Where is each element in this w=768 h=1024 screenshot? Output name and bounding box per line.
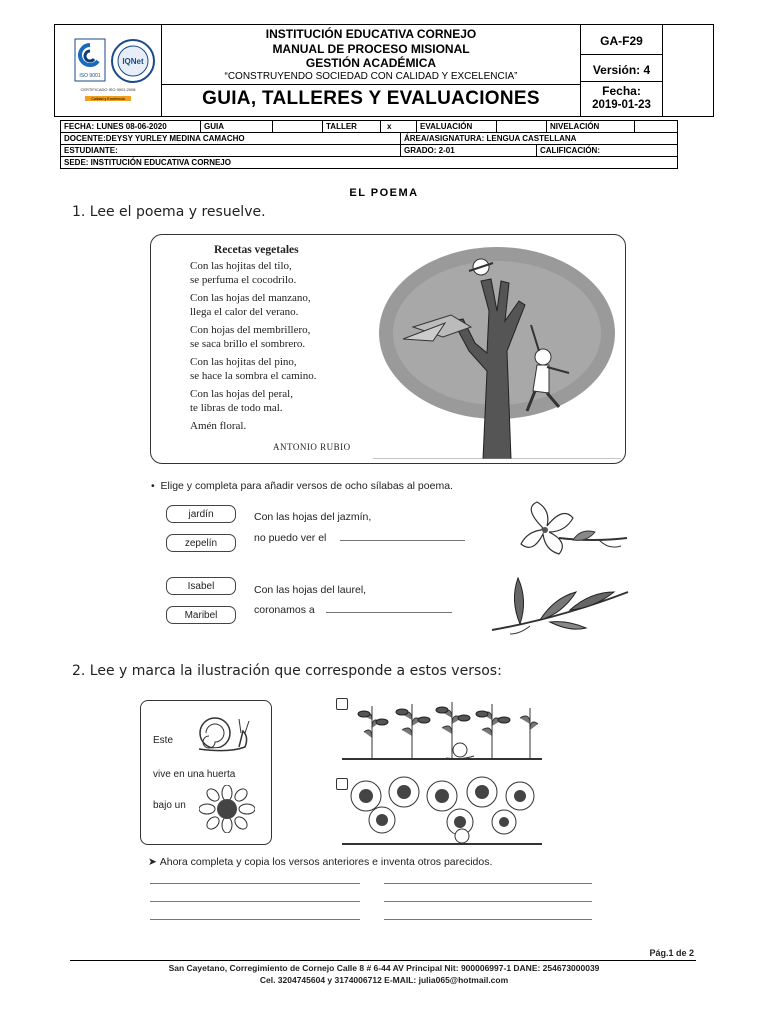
document-version: Versión: 4 [592, 63, 651, 77]
instruction-1-text: Elige y completa para añadir versos de ocho sílabas al poema. [160, 480, 453, 492]
fecha-cell: FECHA: LUNES 08-06-2020 [61, 121, 201, 132]
motto: “CONSTRUYENDO SOCIEDAD CON CALIDAD Y EXCELENCIA” [224, 71, 518, 82]
calificacion-cell: CALIFICACIÓN: [540, 146, 600, 155]
poem-title: Recetas vegetales [214, 244, 299, 256]
instruction-2-text: Ahora completa y copia los versos anteriores e inventa otros parecidos. [159, 856, 493, 868]
poem-line: Con las hojitas del tilo, [190, 260, 292, 272]
verse-card-line: bajo un [153, 800, 186, 811]
date-label: Fecha: [602, 84, 641, 98]
verse-1b: no puedo ver el [254, 532, 327, 544]
poem-line: Con las hojas del peral, [190, 388, 293, 400]
evaluacion-mark-cell[interactable] [497, 121, 547, 132]
taller-cell: TALLER [323, 121, 381, 132]
tree-illustration-icon [373, 241, 621, 459]
logo-cell [55, 25, 162, 116]
sede-cell: SEDE: INSTITUCIÓN EDUCATIVA CORNEJO [64, 158, 231, 167]
section-title: EL POEMA [349, 187, 419, 199]
document-title: GUIA, TALLERES Y EVALUACIONES [202, 88, 540, 109]
info-row [61, 157, 677, 168]
verse-card [140, 700, 272, 845]
docente-cell: DOCENTE:DEYSY YURLEY MEDINA CAMACHO [61, 133, 401, 144]
institution-name: INSTITUCIÓN EDUCATIVA CORNEJO [265, 27, 477, 41]
svg-text:ISO 9001: ISO 9001 [79, 73, 101, 79]
poem-text [190, 259, 316, 433]
page-number: Pág.1 de 2 [649, 948, 694, 958]
info-row [61, 145, 677, 157]
title-cell [162, 25, 581, 116]
guia-mark-cell[interactable] [273, 121, 323, 132]
poem-line: se perfuma el cocodrilo. [190, 274, 297, 286]
poem-line: te libras de todo mal. [190, 402, 283, 414]
poem-line: Con las hojitas del pino, [190, 356, 297, 368]
laurel-branch-icon [490, 574, 630, 636]
manual-name: MANUAL DE PROCESO MISIONAL [272, 42, 470, 56]
answer-line-1[interactable] [340, 540, 465, 541]
sunflower-icon [199, 785, 255, 833]
poem-author: ANTONIO RUBIO [273, 442, 351, 452]
option-isabel[interactable]: Isabel [166, 577, 236, 595]
verse-2a: Con las hojas del laurel, [254, 584, 367, 596]
writing-line[interactable] [150, 901, 360, 902]
nivelacion-cell: NIVELACIÓN [547, 121, 635, 132]
question-2: 2. Lee y marca la ilustración que corresponde a estos versos: [72, 663, 502, 679]
guia-cell: GUIA [201, 121, 273, 132]
header-table [54, 24, 714, 117]
svg-text:IQNet: IQNet [122, 57, 144, 66]
answer-line-2[interactable] [326, 612, 452, 613]
taller-mark-cell[interactable]: x [381, 121, 417, 132]
verse-2b: coronamos a [254, 604, 315, 616]
verse-card-line: Este [153, 735, 174, 746]
footer-contact: Cel. 3204745604 y 3174006712 E-MAIL: julia065@hotmail.com [259, 975, 509, 985]
option-maribel[interactable]: Maribel [166, 606, 236, 624]
date-value: 2019-01-23 [592, 99, 651, 111]
poem-line: llega el calor del verano. [190, 306, 299, 318]
writing-line[interactable] [384, 883, 592, 884]
verse-1a: Con las hojas del jazmín, [254, 511, 372, 523]
arrow-bullet-icon: ➤ [148, 856, 157, 868]
footer-address: San Cayetano, Corregimiento de Cornejo Calle 8 # 6-44 AV Principal Nit: 900006997-1 DANE: 254673000039 [168, 963, 600, 973]
instruction-1 [151, 480, 453, 492]
poem-line: Con las hojas del manzano, [190, 292, 311, 304]
poem-line: Con hojas del membrillero, [190, 324, 311, 336]
question-1: 1. Lee el poema y resuelve. [72, 204, 266, 220]
poem-line: Amén floral. [190, 420, 247, 432]
writing-line[interactable] [150, 919, 360, 920]
area-cell: ÁREA/ASIGNATURA: LENGUA CASTELLANA [404, 134, 577, 143]
info-row [61, 121, 677, 133]
info-row [61, 133, 677, 145]
nivelacion-mark-cell[interactable] [635, 121, 677, 132]
institution-logo-icon [55, 25, 162, 116]
svg-text:CERTIFICADO ISO 9001:2008: CERTIFICADO ISO 9001:2008 [80, 87, 136, 92]
writing-line[interactable] [384, 901, 592, 902]
vegetable-garden-illustration-icon [342, 696, 542, 762]
option-zepelin[interactable]: zepelín [166, 534, 236, 552]
evaluacion-cell: EVALUACIÓN [417, 121, 497, 132]
footer-divider [70, 960, 696, 961]
management-name: GESTIÓN ACADÉMICA [305, 56, 437, 70]
option-jardin[interactable]: jardín [166, 505, 236, 523]
bullet-icon: • [151, 480, 155, 492]
sunflower-field-illustration-icon [342, 774, 542, 846]
estudiante-cell[interactable]: ESTUDIANTE: [61, 145, 401, 156]
verse-card-line: vive en una huerta [153, 769, 236, 780]
writing-line[interactable] [150, 883, 360, 884]
grado-cell: GRADO: 2-01 [401, 145, 537, 156]
instruction-2 [148, 856, 492, 868]
poem-line: se saca brillo el sombrero. [190, 338, 306, 350]
writing-line[interactable] [384, 919, 592, 920]
info-table [60, 120, 678, 169]
code-cell [581, 25, 663, 116]
svg-text:Calidad y Excelencia: Calidad y Excelencia [91, 97, 125, 101]
poem-box [150, 234, 626, 464]
jasmine-flower-icon [503, 498, 629, 566]
document-code: GA-F29 [600, 34, 643, 48]
snail-icon [189, 713, 269, 755]
poem-line: se hace la sombra el camino. [190, 370, 317, 382]
